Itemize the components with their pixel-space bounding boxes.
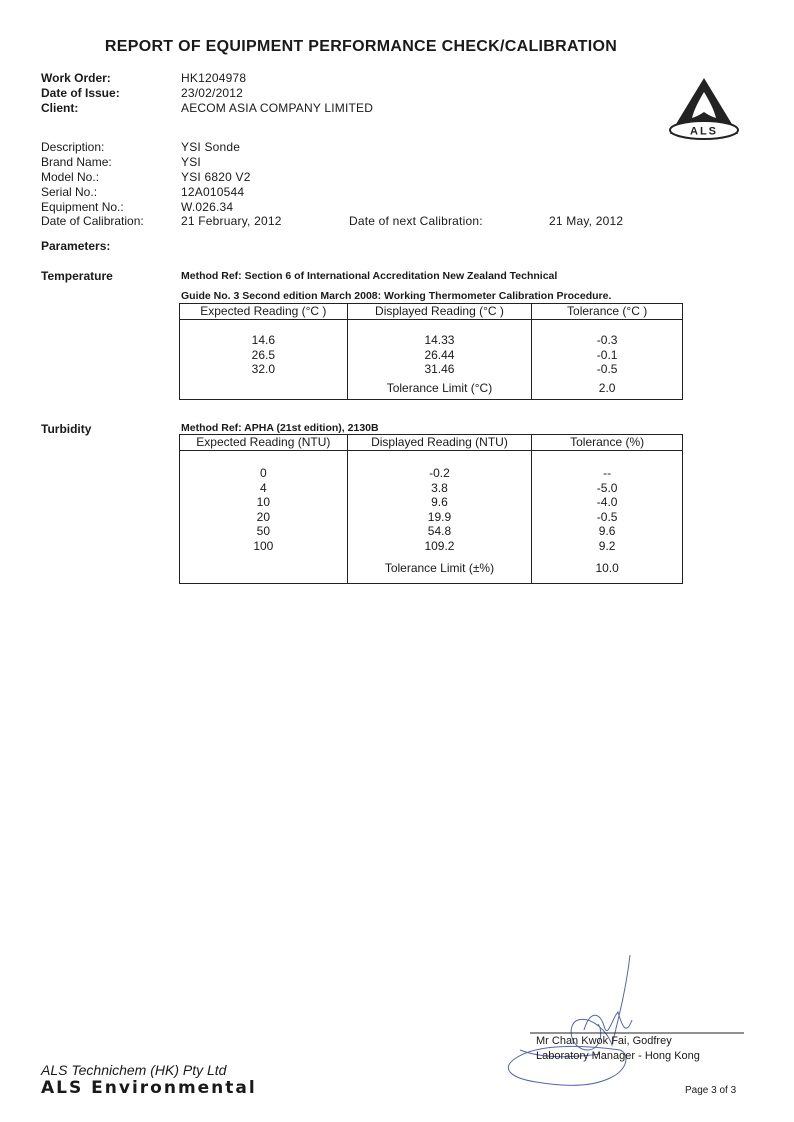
next-calibration-label: Date of next Calibration: <box>349 214 483 228</box>
table-cell: 14.6 <box>180 333 348 348</box>
temperature-table <box>179 303 683 400</box>
tolerance-limit-row <box>180 553 683 584</box>
turbidity-label: Turbidity <box>41 422 92 436</box>
table-cell: 100 <box>180 539 348 554</box>
temperature-header-displayed: Displayed Reading (°C ) <box>347 304 532 320</box>
turbidity-header-tolerance: Tolerance (%) <box>532 435 683 451</box>
temperature-limit-value: 2.0 <box>532 377 683 400</box>
table-cell: -0.2 <box>347 466 532 481</box>
table-row <box>180 524 683 539</box>
table-cell: 26.44 <box>347 348 532 363</box>
brand-value: YSI <box>181 155 201 169</box>
work-order-value: HK1204978 <box>181 71 247 85</box>
calibration-date-value: 21 February, 2012 <box>181 214 282 228</box>
table-row <box>180 481 683 496</box>
turbidity-method-line1: Method Ref: APHA (21st edition), 2130B <box>181 422 379 434</box>
table-cell: 32.0 <box>180 362 348 377</box>
table-row <box>180 362 683 377</box>
tolerance-limit-row <box>180 377 683 400</box>
brand-label: Brand Name: <box>41 155 112 169</box>
signature-scribble-icon <box>500 950 750 1095</box>
turbidity-limit-value: 10.0 <box>532 553 683 584</box>
table-cell: -5.0 <box>532 481 683 496</box>
footer-company: ALS Technichem (HK) Pty Ltd <box>41 1062 227 1078</box>
equipment-no-value: W.026.34 <box>181 200 234 214</box>
page-number: Page 3 of 3 <box>685 1085 737 1096</box>
table-cell: -0.3 <box>532 333 683 348</box>
temperature-method-line2: Guide No. 3 Second edition March 2008: Working Thermometer Calibration Procedure. <box>181 290 612 302</box>
report-title: REPORT OF EQUIPMENT PERFORMANCE CHECK/CALIBRATION <box>104 38 618 55</box>
temperature-label: Temperature <box>41 269 113 283</box>
signatory-name: Mr Chan Kwok Fai, Godfrey <box>536 1035 672 1047</box>
signature-area <box>500 950 750 1095</box>
model-label: Model No.: <box>41 170 100 184</box>
table-cell: 9.6 <box>532 524 683 539</box>
signatory-position: Laboratory Manager - Hong Kong <box>536 1050 700 1062</box>
client-label: Client: <box>41 101 79 115</box>
next-calibration-value: 21 May, 2012 <box>549 214 624 228</box>
serial-value: 12A010544 <box>181 185 245 199</box>
temperature-limit-label: Tolerance Limit (°C) <box>347 377 532 400</box>
table-cell: 10 <box>180 495 348 510</box>
table-cell: 9.2 <box>532 539 683 554</box>
turbidity-table <box>179 434 683 584</box>
table-cell: 0 <box>180 466 348 481</box>
table-cell: -- <box>532 466 683 481</box>
table-cell: -0.5 <box>532 362 683 377</box>
table-cell: 50 <box>180 524 348 539</box>
model-value: YSI 6820 V2 <box>181 170 251 184</box>
calibration-date-label: Date of Calibration: <box>41 214 144 228</box>
table-row <box>180 333 683 348</box>
table-row <box>180 495 683 510</box>
date-of-issue-label: Date of Issue: <box>41 86 120 100</box>
table-cell: 20 <box>180 510 348 525</box>
date-of-issue-value: 23/02/2012 <box>181 86 244 100</box>
work-order-label: Work Order: <box>41 71 111 85</box>
table-cell: 54.8 <box>347 524 532 539</box>
table-cell: 14.33 <box>347 333 532 348</box>
logo-text: ALS <box>690 125 718 138</box>
equipment-no-label: Equipment No.: <box>41 200 124 214</box>
serial-label: Serial No.: <box>41 185 98 199</box>
table-cell: 9.6 <box>347 495 532 510</box>
turbidity-header-expected: Expected Reading (NTU) <box>180 435 348 451</box>
temperature-header-tolerance: Tolerance (°C ) <box>532 304 683 320</box>
table-cell: 26.5 <box>180 348 348 363</box>
turbidity-header-displayed: Displayed Reading (NTU) <box>347 435 532 451</box>
table-row <box>180 348 683 363</box>
temperature-header-expected: Expected Reading (°C ) <box>180 304 348 320</box>
table-cell: -4.0 <box>532 495 683 510</box>
table-cell: -0.5 <box>532 510 683 525</box>
table-cell: -0.1 <box>532 348 683 363</box>
footer-brand: ALS Environmental <box>41 1078 257 1098</box>
table-cell: 109.2 <box>347 539 532 554</box>
table-cell: 3.8 <box>347 481 532 496</box>
table-cell: 4 <box>180 481 348 496</box>
als-logo <box>668 76 740 140</box>
table-row <box>180 466 683 481</box>
client-value: AECOM ASIA COMPANY LIMITED <box>181 101 374 115</box>
table-cell: 31.46 <box>347 362 532 377</box>
table-cell: 19.9 <box>347 510 532 525</box>
parameters-label: Parameters: <box>41 239 111 253</box>
temperature-method-line1: Method Ref: Section 6 of International Accreditation New Zealand Technical <box>181 270 558 282</box>
description-label: Description: <box>41 140 105 154</box>
als-logo-icon <box>668 76 740 140</box>
table-row <box>180 539 683 554</box>
description-value: YSI Sonde <box>181 140 241 154</box>
table-row <box>180 510 683 525</box>
turbidity-limit-label: Tolerance Limit (±%) <box>347 553 532 584</box>
